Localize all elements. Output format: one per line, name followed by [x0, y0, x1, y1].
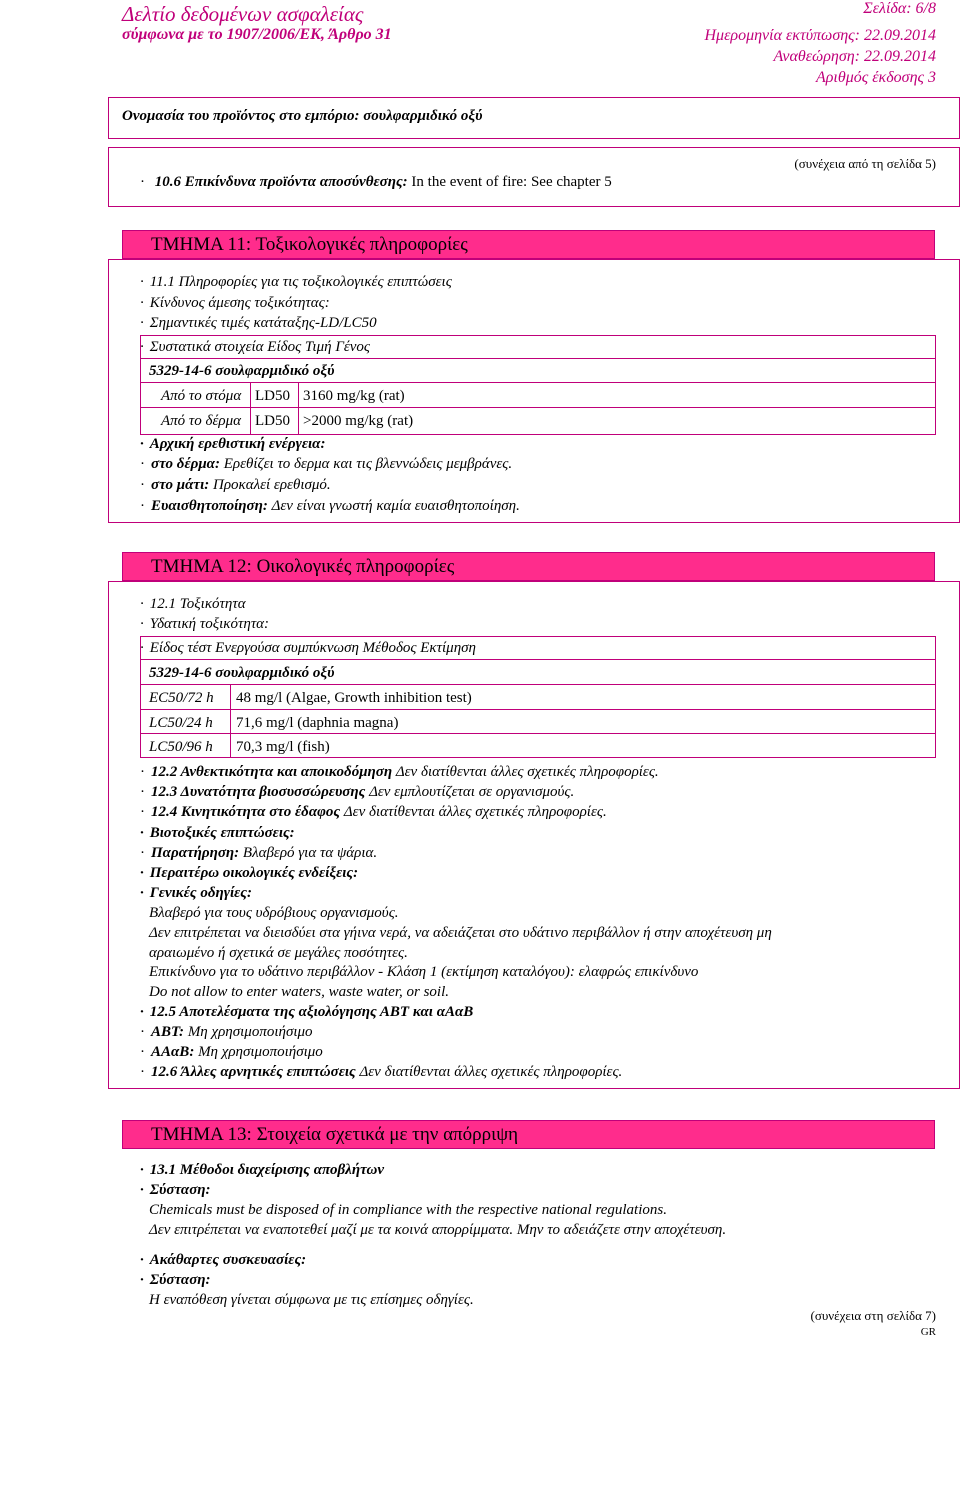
s12-aquatic-tox: · Υδατική τοξικότητα: [140, 614, 269, 634]
s12-general-2b: αραιωμένο ή σχετικά σε μεγάλες ποσότητες. [149, 945, 408, 961]
s12-abt: · ΑΒΤ: Μη χρησιμοποιήσιμο [140, 1022, 313, 1042]
page-number: Σελίδα: 6/8 [863, 0, 936, 17]
s12-row-lc50-24: LC50/24 h [149, 715, 213, 731]
document-title: Δελτίο δεδομένων ασφαλείας [122, 2, 364, 26]
s11-row-dermal-route: Από το δέρμα [161, 413, 242, 429]
s13-text-3: Η εναπόθεση γίνεται σύμφωνα με τις επίσημες οδηγίες. [149, 1292, 474, 1308]
revision-date: Αναθεώρηση: 22.09.2014 [773, 48, 936, 65]
print-date: Ημερομηνία εκτύπωσης: 22.09.2014 [704, 27, 936, 44]
s11-row-oral-value: 3160 mg/kg (rat) [303, 388, 405, 404]
s13-1-title: · 13.1 Μέθοδοι διαχείρισης αποβλήτων [140, 1160, 384, 1180]
s11-row-oral-route: Από το στόμα [161, 388, 242, 404]
s11-acute-tox: · Κίνδυνος άμεσης τοξικότητας: [140, 293, 330, 313]
continued-to-note: (συνέχεια στη σελίδα 7) [810, 1308, 936, 1323]
s12-row-ec50-value: 48 mg/l (Algae, Growth inhibition test) [236, 690, 472, 706]
s12-general-2a: Δεν επιτρέπεται να διεισδύει στα γήινα νερά, να αδειάζεται στο υδάτινο περιβάλλον ή στην αποχέτευση μη [149, 925, 772, 941]
section-12-heading: ΤΜΗΜΑ 12: Οικολογικές πληροφορίες [122, 552, 935, 581]
s11-eye: · στο μάτι: Προκαλεί ερεθισμό. [140, 475, 331, 495]
s12-5: · 12.5 Αποτελέσματα της αξιολόγησης ΑΒΤ και αΑαΒ [140, 1002, 473, 1022]
s12-note: · Παρατήρηση: Βλαβερό για τα ψάρια. [140, 843, 377, 863]
s11-sensitization: · Ευαισθητοποίηση: Δεν είναι γνωστή καμία ευαισθητοποίηση. [140, 496, 520, 516]
s12-row-lc50-24-value: 71,6 mg/l (daphnia magna) [236, 715, 399, 731]
s12-aaab: · ΑΑαΒ: Μη χρησιμοποιήσιμο [140, 1042, 323, 1062]
product-name: Ονομασία του προϊόντος στο εμπόριο: σουλφαρμιδικό οξύ [122, 108, 483, 124]
s13-recommendation-2: · Σύσταση: [140, 1270, 211, 1290]
continued-from-note: (συνέχεια από τη σελίδα 5) [794, 156, 936, 171]
s12-6: · 12.6 Άλλες αρνητικές επιπτώσεις Δεν διατίθενται άλλες σχετικές πληροφορίες. [140, 1062, 622, 1082]
s12-row-lc50-96-value: 70,3 mg/l (fish) [236, 739, 330, 755]
s12-3: · 12.3 Δυνατότητα βιοσυσσώρευσης Δεν εμπλουτίζεται σε οργανισμούς. [140, 782, 574, 802]
s12-row-lc50-96: LC50/96 h [149, 739, 213, 755]
s13-text-1: Chemicals must be disposed of in compliance with the respective national regulations. [149, 1202, 667, 1218]
s13-packaging: · Ακάθαρτες συσκευασίες: [140, 1250, 306, 1270]
s12-further: · Περαιτέρω οικολογικές ενδείξεις: [140, 863, 358, 883]
s12-general-3: Επικίνδυνο για το υδάτινο περιβάλλον - Κλάση 1 (εκτίμηση καταλόγου): ελαφρώς επικίνδυνο [149, 964, 699, 980]
s11-row-dermal-value: >2000 mg/kg (rat) [303, 413, 414, 429]
s11-ld-values: · Σημαντικές τιμές κατάταξης-LD/LC50 [140, 313, 377, 333]
s12-1-title: · 12.1 Τοξικότητα [140, 594, 246, 614]
document-subtitle: σύμφωνα με το 1907/2006/ΕΚ, Άρθρο 31 [122, 26, 392, 43]
s12-row-ec50: EC50/72 h [149, 690, 214, 706]
country-code: GR [920, 1326, 936, 1338]
section-10-6: · 10.6 Επικίνδυνα προϊόντα αποσύνθεσης: In the event of fire: See chapter 5 [140, 172, 612, 192]
s12-table-header: · Είδος τέστ Ενεργούσα συμπύκνωση Μέθοδος Εκτίμηση [140, 638, 476, 658]
s12-general-4: Do not allow to enter waters, waste water, or soil. [149, 984, 450, 1000]
s11-substance: 5329-14-6 σουλφαρμιδικό οξύ [149, 363, 335, 379]
s11-row-oral-type: LD50 [255, 388, 290, 404]
s11-row-dermal-type: LD50 [255, 413, 290, 429]
s13-recommendation: · Σύσταση: [140, 1180, 211, 1200]
s12-substance: 5329-14-6 σουλφαρμιδικό οξύ [149, 665, 335, 681]
s13-text-2: Δεν επιτρέπεται να εναποτεθεί μαζί με τα κοινά απορρίμματα. Μην το αδειάζετε στην αποχέτευση. [149, 1222, 727, 1238]
s12-2: · 12.2 Ανθεκτικότητα και αποικοδόμηση Δεν διατίθενται άλλες σχετικές πληροφορίες. [140, 762, 659, 782]
s12-general-1: Βλαβερό για τους υδρόβιους οργανισμούς. [149, 905, 399, 921]
section-13-heading: ΤΜΗΜΑ 13: Στοιχεία σχετικά με την απόρριψη [122, 1120, 935, 1149]
s11-irritation: · Αρχική ερεθιστική ενέργεια: [140, 434, 325, 454]
s11-skin: · στο δέρμα: Ερεθίζει το δερμα και τις βλεννώδεις μεμβράνες. [140, 454, 512, 474]
s12-biotoxic: · Βιοτοξικές επιπτώσεις: [140, 823, 295, 843]
s11-1-title: · 11.1 Πληροφορίες για τις τοξικολογικές επιπτώσεις [140, 272, 452, 292]
version-number: Αριθμός έκδοσης 3 [815, 69, 936, 86]
section-11-heading: ΤΜΗΜΑ 11: Τοξικολογικές πληροφορίες [122, 230, 935, 259]
s12-4: · 12.4 Κινητικότητα στο έδαφος Δεν διατίθενται άλλες σχετικές πληροφορίες. [140, 802, 607, 822]
s11-table-header: · Συστατικά στοιχεία Είδος Τιμή Γένος [140, 337, 370, 357]
s12-general: · Γενικές οδηγίες: [140, 883, 252, 903]
